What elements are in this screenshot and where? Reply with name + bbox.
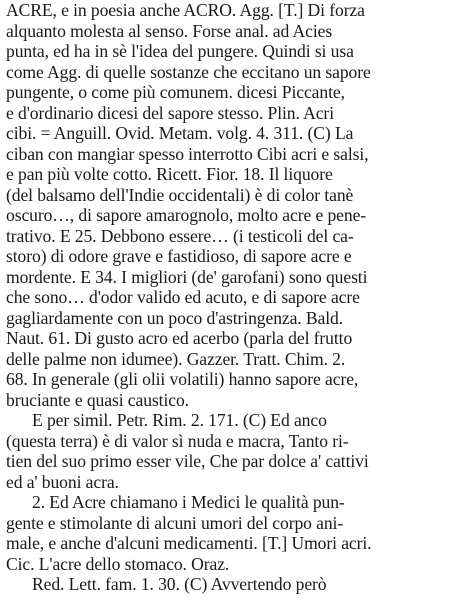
text-line: male, e anche d'alcuni medicamenti. [T.] Umori acri. — [6, 533, 372, 553]
text-line: punta, ed ha in sè l'idea del pungere. Quindi si usa — [6, 41, 354, 61]
text-line: Red. Lett. fam. 1. 30. (C) Avvertendo però — [32, 574, 327, 594]
dictionary-entry-acre — [6, 0, 468, 595]
text-line: E per simil. Petr. Rim. 2. 171. (C) Ed anco — [32, 410, 327, 430]
text-line: e pan più volte cotto. Ricett. Fior. 18. Il liquore — [6, 164, 333, 184]
text-line: tien del suo primo esser vile, Che par dolce a' cattivi — [6, 451, 369, 471]
text-line: trativo. E 25. Debbono essere… (i testicoli del ca- — [6, 225, 354, 246]
entry-paragraph — [6, 574, 468, 595]
text-line: mordente. E 34. I migliori (de' garofani) sono questi — [6, 266, 368, 287]
text-line: oscuro…, di sapore amarognolo, molto acre e pene- — [6, 205, 367, 225]
text-line: e d'ordinario dicesi del sapore stesso. Plin. Acri — [6, 102, 334, 123]
text-line: alquanto molesta al senso. Forse anal. ad Acies — [6, 20, 333, 41]
text-line: ed a' buoni acra. — [6, 471, 119, 492]
text-line: 2. Ed Acre chiamano i Medici le qualità pun- — [32, 492, 345, 512]
text-line: Naut. 61. Di gusto acro ed acerbo (parla del frutto — [6, 328, 353, 348]
text-line: cibi. = Anguill. Ovid. Metam. volg. 4. 311. (C) La — [6, 123, 354, 143]
entry-paragraph — [6, 410, 468, 492]
text-line: delle palme non idumee). Gazzer. Tratt. Chim. 2. — [6, 348, 346, 369]
text-line: ACRE, e in poesia anche ACRO. Agg. [T.] Di forza — [6, 0, 365, 20]
text-line: bruciante e quasi caustico. — [6, 389, 189, 410]
text-line: (questa terra) è di valor sì nuda e macra, Tanto ri- — [6, 430, 349, 451]
entry-paragraph — [6, 0, 468, 410]
text-line: gente e stimolante di alcuni umori del corpo ani- — [6, 512, 344, 533]
text-line: che sono… d'odor valido ed acuto, e di sapore acre — [6, 287, 360, 307]
text-line: gagliardamente con un poco d'astringenza. Bald. — [6, 307, 344, 328]
text-line: Cic. L'acre dello stomaco. Oraz. — [6, 553, 230, 574]
entry-paragraph — [6, 492, 468, 574]
text-line: ciban con mangiar spesso interrotto Cibi acri e salsi, — [6, 143, 369, 164]
text-line: storo) di odore grave e fastidioso, di sapore acre e — [6, 246, 352, 266]
text-line: come Agg. di quelle sostanze che eccitano un sapore — [6, 61, 371, 82]
text-line: 68. In generale (gli olii volatili) hanno sapore acre, — [6, 369, 359, 389]
text-line: (del balsamo dell'Indie occidentali) è di color tanè — [6, 184, 354, 205]
text-line: pungente, o come più comunem. dicesi Piccante, — [6, 82, 345, 102]
